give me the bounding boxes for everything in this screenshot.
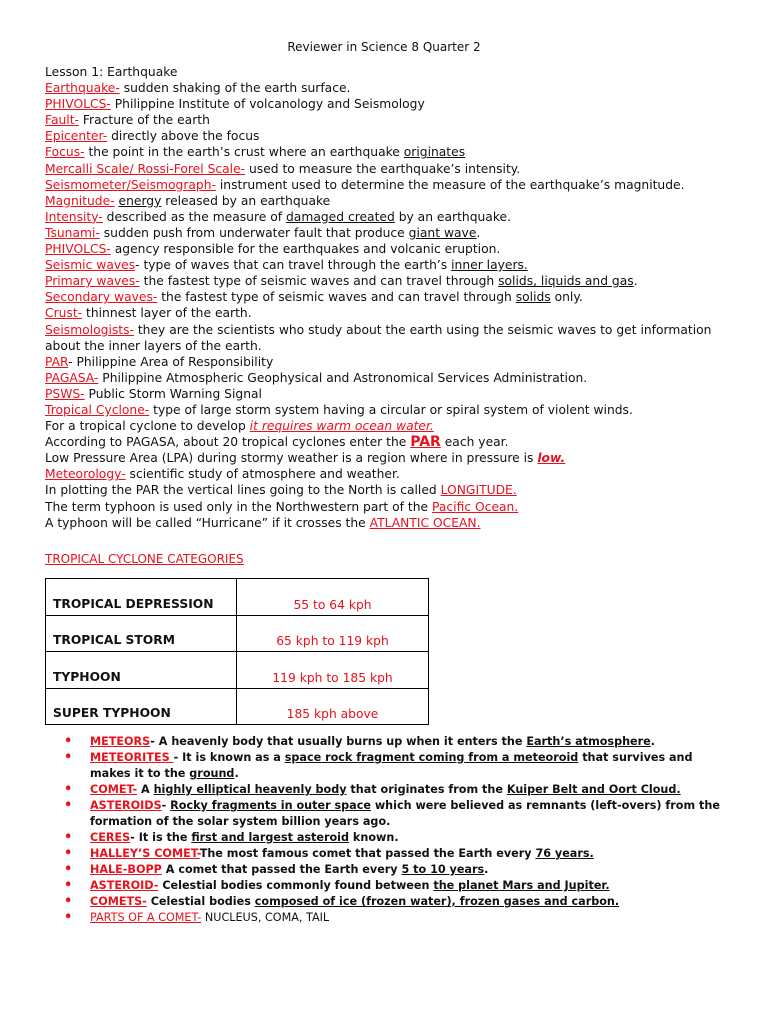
term-label: Focus- [45, 145, 85, 160]
text-segment: Kuiper Belt and Oort Cloud. [506, 783, 681, 796]
text-segment: A typhoon will be called “Hurricane” if it crosses the [45, 515, 370, 530]
text-segment: - It is the [130, 831, 192, 844]
term-label: HALE-BOPP [90, 863, 162, 876]
text-segment: . [633, 274, 638, 289]
text-segment: known. [349, 831, 399, 844]
text-segment: first and largest asteroid [191, 831, 350, 844]
definition-line [45, 354, 725, 370]
text-segment: each year. [440, 435, 509, 450]
text-segment: . [476, 225, 481, 240]
bullet-icon: • [64, 862, 73, 877]
term-label: Seismologists- [45, 322, 134, 337]
text-segment: low. [537, 451, 566, 466]
term-label: Pacific Ocean. [432, 499, 519, 514]
definition-line [45, 305, 725, 321]
text-segment: Low Pressure Area (LPA) during stormy weather is a region where in pressure is [45, 451, 538, 466]
text-segment: the fastest type of seismic waves and can travel through [157, 290, 516, 305]
term-label: PAR [45, 354, 69, 369]
table-row [46, 615, 429, 652]
definition-line [45, 434, 725, 450]
text-segment: used to measure the earthquake’s intensity. [245, 161, 521, 176]
bullet-icon: • [64, 846, 73, 861]
term-label: COMET- [90, 783, 138, 796]
list-item [64, 750, 728, 782]
text-segment: damaged created [286, 209, 395, 224]
definition-line [45, 209, 725, 225]
category-name: SUPER TYPHOON [46, 688, 237, 725]
definition-line [45, 257, 725, 273]
definition-line [45, 482, 725, 498]
text-segment: sudden push from underwater fault that produce [99, 225, 409, 240]
text-segment: energy [118, 193, 162, 208]
text-segment: Rocky fragments in outer space [170, 799, 371, 812]
text-segment: which were believed as remnants (left-overs) from the formation of the solar system billion years ago. [90, 799, 720, 828]
text-segment: The term typhoon is used only in the Northwestern part of the [45, 499, 433, 514]
text-segment: space rock fragment coming from a meteoroid [284, 751, 579, 764]
text-segment: - A heavenly body that usually burns up when it enters the [150, 735, 527, 748]
text-segment: - It is known as a [173, 751, 285, 764]
definition-line [45, 144, 725, 160]
term-label: ATLANTIC OCEAN. [369, 515, 481, 530]
term-label: Earthquake- [45, 81, 120, 96]
definition-line [45, 322, 725, 354]
category-speed: 119 kph to 185 kph [237, 652, 429, 689]
bullet-icon: • [64, 750, 73, 765]
page-title: Reviewer in Science 8 Quarter 2 [287, 40, 481, 54]
bullet-icon: • [64, 894, 73, 909]
definition-line [45, 80, 725, 96]
text-segment: 5 to 10 years [401, 863, 485, 876]
definition-line [45, 128, 725, 144]
term-label: PARTS OF A COMET- [90, 911, 202, 924]
text-segment: they are the scientists who study about the earth using the seismic waves to get information about the inner layers of the earth. [45, 322, 712, 353]
term-label: ASTEROID- [90, 879, 159, 892]
definition-line [45, 241, 725, 257]
text-segment: Fracture of the earth [78, 113, 210, 128]
text-segment: The most famous comet that passed the Earth every [199, 847, 536, 860]
text-segment: the fastest type of seismic waves and can travel through [139, 274, 499, 289]
lesson-heading: Lesson 1: Earthquake [45, 65, 178, 79]
term-label: Meteorology- [45, 467, 126, 482]
text-segment: agency responsible for the earthquakes and volcanic eruption. [110, 242, 501, 257]
term-label: HALLEY’S COMET- [90, 847, 200, 860]
term-label: Primary waves- [45, 274, 140, 289]
text-segment: Public Storm Warning Signal [84, 386, 262, 401]
cyclone-categories-table [45, 578, 429, 725]
text-segment: the point in the earth’s crust where an earthquake [84, 145, 404, 160]
list-item [64, 846, 728, 862]
text-segment: composed of ice (frozen water), frozen gases and carbon. [254, 895, 620, 908]
text-segment: Philippine Atmospheric Geophysical and Astronomical Services Administration. [98, 370, 588, 385]
term-label: Crust- [45, 306, 83, 321]
lesson-content [45, 64, 725, 531]
bullet-icon: • [64, 910, 73, 925]
text-segment: instrument used to determine the measure of the earthquake’s magnitude. [215, 177, 685, 192]
category-name: TROPICAL STORM [46, 615, 237, 652]
definition-line [45, 161, 725, 177]
text-segment: the planet Mars and Jupiter. [433, 879, 610, 892]
text-segment: Earth’s atmosphere [526, 735, 651, 748]
text-segment: PAR [410, 434, 441, 451]
definition-line [45, 177, 725, 193]
definition-line [45, 289, 725, 305]
bullet-icon: • [64, 830, 73, 845]
text-segment: sudden shaking of the earth surface. [119, 81, 351, 96]
category-speed: 185 kph above [237, 688, 429, 725]
text-segment: that originates from the [346, 783, 507, 796]
text-segment: thinnest layer of the earth. [82, 306, 252, 321]
text-segment: solids, liquids and gas [498, 274, 634, 289]
category-speed: 65 kph to 119 kph [237, 615, 429, 652]
term-label: COMETS- [90, 895, 147, 908]
definition-line [45, 450, 725, 466]
term-label: Magnitude- [45, 193, 115, 208]
list-item [64, 830, 728, 846]
text-segment: A [137, 783, 154, 796]
text-segment: Celestial bodies commonly found between [158, 879, 434, 892]
term-label: Epicenter- [45, 129, 108, 144]
bullet-icon: • [64, 734, 73, 749]
definitions-list [45, 80, 725, 531]
list-item [64, 910, 728, 926]
text-segment: . [650, 735, 655, 748]
term-label: Fault- [45, 113, 79, 128]
definition-line [45, 402, 725, 418]
text-segment: Celestial bodies [146, 895, 255, 908]
text-segment: it requires warm ocean water. [249, 419, 434, 434]
definition-line [45, 418, 725, 434]
text-segment: directly above the focus [107, 129, 260, 144]
text-segment: scientific study of atmosphere and weather. [125, 467, 400, 482]
term-label: Seismic waves [45, 258, 136, 273]
definition-line [45, 225, 725, 241]
term-label: CERES [90, 831, 131, 844]
definition-line [45, 273, 725, 289]
term-label: PAGASA- [45, 370, 99, 385]
text-segment: 76 years. [535, 847, 594, 860]
text-segment: solids [515, 290, 551, 305]
text-segment: that survives and makes it to the [90, 751, 693, 780]
text-segment: . [484, 863, 489, 876]
list-item [64, 734, 728, 750]
text-segment: ground [189, 767, 235, 780]
term-label: Mercalli Scale/ Rossi-Forel Scale- [45, 161, 246, 176]
text-segment: by an earthquake. [394, 209, 511, 224]
list-item [64, 798, 728, 830]
text-segment: Philippine Institute of volcanology and Seismology [110, 97, 425, 112]
text-segment: released by an earthquake [161, 193, 331, 208]
term-label: METEORITES [90, 751, 174, 764]
term-label: Secondary waves- [45, 290, 158, 305]
category-name: TROPICAL DEPRESSION [46, 579, 237, 616]
text-segment: - [161, 799, 171, 812]
definition-line [45, 370, 725, 386]
table-row [46, 652, 429, 689]
definition-line [45, 466, 725, 482]
text-segment: type of large storm system having a circular or spiral system of violent winds. [149, 402, 633, 417]
term-label: Tropical Cyclone- [45, 402, 150, 417]
term-label: Tsunami- [45, 225, 100, 240]
term-label: Seismometer/Seismograph- [45, 177, 216, 192]
text-segment: inner layers. [451, 258, 528, 273]
definition-line [45, 112, 725, 128]
text-segment: A comet that passed the Earth every [161, 863, 402, 876]
term-label: PHIVOLCS- [45, 242, 111, 257]
categories-heading: TROPICAL CYCLONE CATEGORIES [45, 552, 244, 566]
term-label: PHIVOLCS- [45, 97, 111, 112]
bullet-icon: • [64, 878, 73, 893]
text-segment: - type of waves that can travel through the earth’s [135, 258, 452, 273]
text-segment: only. [550, 290, 583, 305]
term-label: LONGITUDE. [440, 483, 517, 498]
text-segment: In plotting the PAR the vertical lines going to the North is called [45, 483, 441, 498]
celestial-bodies-list [64, 734, 728, 926]
term-label: ASTEROIDS [90, 799, 162, 812]
list-item [64, 878, 728, 894]
text-segment: - Philippine Area of Responsibility [68, 354, 274, 369]
text-segment: originates [403, 145, 466, 160]
definition-line [45, 515, 725, 531]
text-segment: described as the measure of [102, 209, 286, 224]
list-item [64, 894, 728, 910]
text-segment: . [234, 767, 239, 780]
definition-line [45, 499, 725, 515]
term-label: METEORS [90, 735, 151, 748]
category-name: TYPHOON [46, 652, 237, 689]
text-segment: NUCLEUS, COMA, TAIL [201, 911, 330, 924]
definition-line [45, 386, 725, 402]
definition-line [45, 193, 725, 209]
table-row [46, 688, 429, 725]
text-segment: highly elliptical heavenly body [153, 783, 347, 796]
bullet-icon: • [64, 782, 73, 797]
list-item [64, 862, 728, 878]
definition-line [45, 96, 725, 112]
term-label: PSWS- [45, 386, 85, 401]
text-segment: giant wave [408, 225, 477, 240]
category-speed: 55 to 64 kph [237, 579, 429, 616]
bullet-icon: • [64, 798, 73, 813]
table-row [46, 579, 429, 616]
term-label: Intensity- [45, 209, 103, 224]
list-item [64, 782, 728, 798]
text-segment: For a tropical cyclone to develop [45, 419, 250, 434]
text-segment: According to PAGASA, about 20 tropical cyclones enter the [45, 435, 411, 450]
